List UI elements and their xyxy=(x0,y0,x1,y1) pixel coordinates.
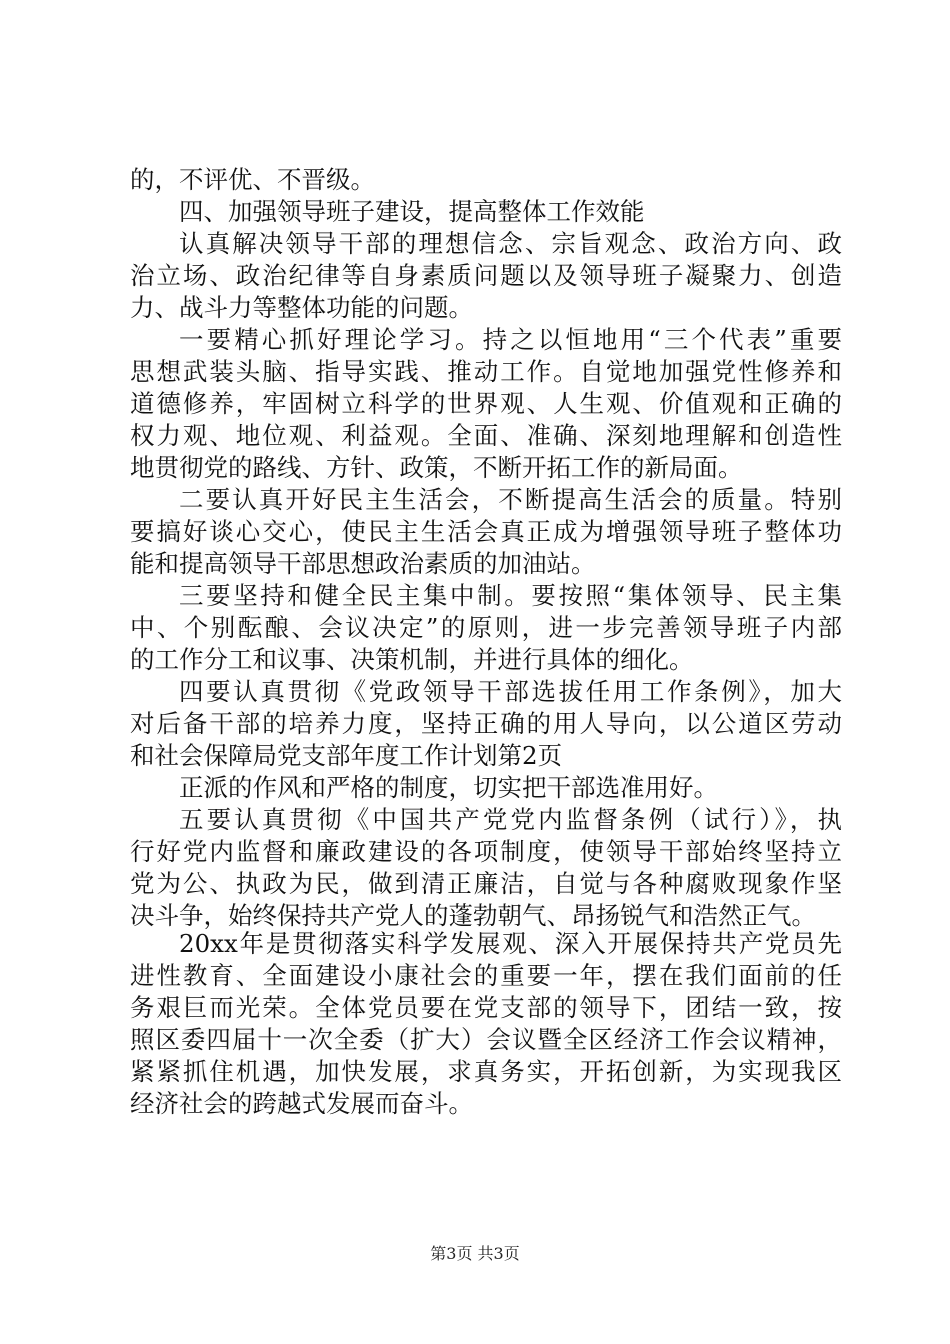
paragraph-line: 地贯彻党的路线、方针、政策，不断开拓工作的新局面。 xyxy=(130,453,743,482)
closing-paragraph xyxy=(130,928,842,1120)
paragraph-line: 治立场、政治纪律等自身素质问题以及领导班子凝聚力、创造 xyxy=(130,261,842,290)
paragraph-line: 要搞好谈心交心，使民主生活会真正成为增强领导班子整体功 xyxy=(130,517,842,546)
document-body xyxy=(130,164,842,932)
paragraph-line: 认真解决领导干部的理想信念、宗旨观念、政治方向、政 xyxy=(179,229,842,258)
paragraph-line: 正派的作风和严格的制度，切实把干部选准用好。 xyxy=(179,773,718,802)
paragraph-line: 道德修养，牢固树立科学的世界观、人生观、价值观和正确的 xyxy=(130,389,842,418)
paragraph-line: 的工作分工和议事、决策机制，并进行具体的细化。 xyxy=(130,645,694,674)
paragraph-line: 决斗争，始终保持共产党人的蓬勃朝气、昂扬锐气和浩然正气。 xyxy=(130,901,816,930)
paragraph-line: 能和提高领导干部思想政治素质的加油站。 xyxy=(130,549,596,578)
paragraph-line: 力、战斗力等整体功能的问题。 xyxy=(130,293,473,322)
paragraph xyxy=(130,676,842,772)
paragraph xyxy=(130,580,842,676)
paragraph-line: 思想武装头脑、指导实践、推动工作。自觉地加强党性修养和 xyxy=(130,357,842,386)
paragraph xyxy=(130,164,842,196)
paragraph xyxy=(130,484,842,580)
paragraph-line: 四要认真贯彻《党政领导干部选拔任用工作条例》，加大 xyxy=(179,677,842,706)
paragraph-line: 权力观、地位观、利益观。全面、准确、深刻地理解和创造性 xyxy=(130,421,842,450)
paragraph xyxy=(130,196,842,228)
paragraph-line: 20xx年是贯彻落实科学发展观、深入开展保持共产党员先 xyxy=(179,929,842,958)
paragraph xyxy=(130,324,842,484)
paragraph-line: 对后备干部的培养力度，坚持正确的用人导向，以公道区劳动 xyxy=(130,709,842,738)
paragraph-line: 四、加强领导班子建设，提高整体工作效能 xyxy=(179,197,645,226)
paragraph-line: 的，不评优、不晋级。 xyxy=(130,165,375,194)
paragraph xyxy=(130,772,842,804)
paragraph-line: 照区委四届十一次全委（扩大）会议暨全区经济工作会议精神， xyxy=(130,1025,842,1054)
paragraph-line: 进性教育、全面建设小康社会的重要一年，摆在我们面前的任 xyxy=(130,961,842,990)
paragraph-line: 三要坚持和健全民主集中制。要按照“集体领导、民主集 xyxy=(179,581,842,610)
paragraph-line: 五要认真贯彻《中国共产党党内监督条例（试行）》，执 xyxy=(179,805,842,834)
paragraph-line: 党为公、执政为民，做到清正廉洁，自觉与各种腐败现象作坚 xyxy=(130,869,842,898)
paragraph-line: 经济社会的跨越式发展而奋斗。 xyxy=(130,1089,473,1118)
paragraph-line: 一要精心抓好理论学习。持之以恒地用“三个代表”重要 xyxy=(179,325,842,354)
paragraph-line: 中、个别酝酿、会议决定”的原则，进一步完善领导班子内部 xyxy=(130,613,842,642)
paragraph xyxy=(130,228,842,324)
paragraph-line: 紧紧抓住机遇，加快发展，求真务实，开拓创新，为实现我区 xyxy=(130,1057,842,1086)
paragraph-line: 务艰巨而光荣。全体党员要在党支部的领导下，团结一致，按 xyxy=(130,993,842,1022)
paragraph-line: 行好党内监督和廉政建设的各项制度，使领导干部始终坚持立 xyxy=(130,837,842,866)
paragraph xyxy=(130,804,842,932)
paragraph-line: 二要认真开好民主生活会，不断提高生活会的质量。特别 xyxy=(179,485,842,514)
page-footer: 第3页 共3页 xyxy=(430,1244,520,1263)
paragraph-line: 和社会保障局党支部年度工作计划第2页 xyxy=(130,741,563,770)
